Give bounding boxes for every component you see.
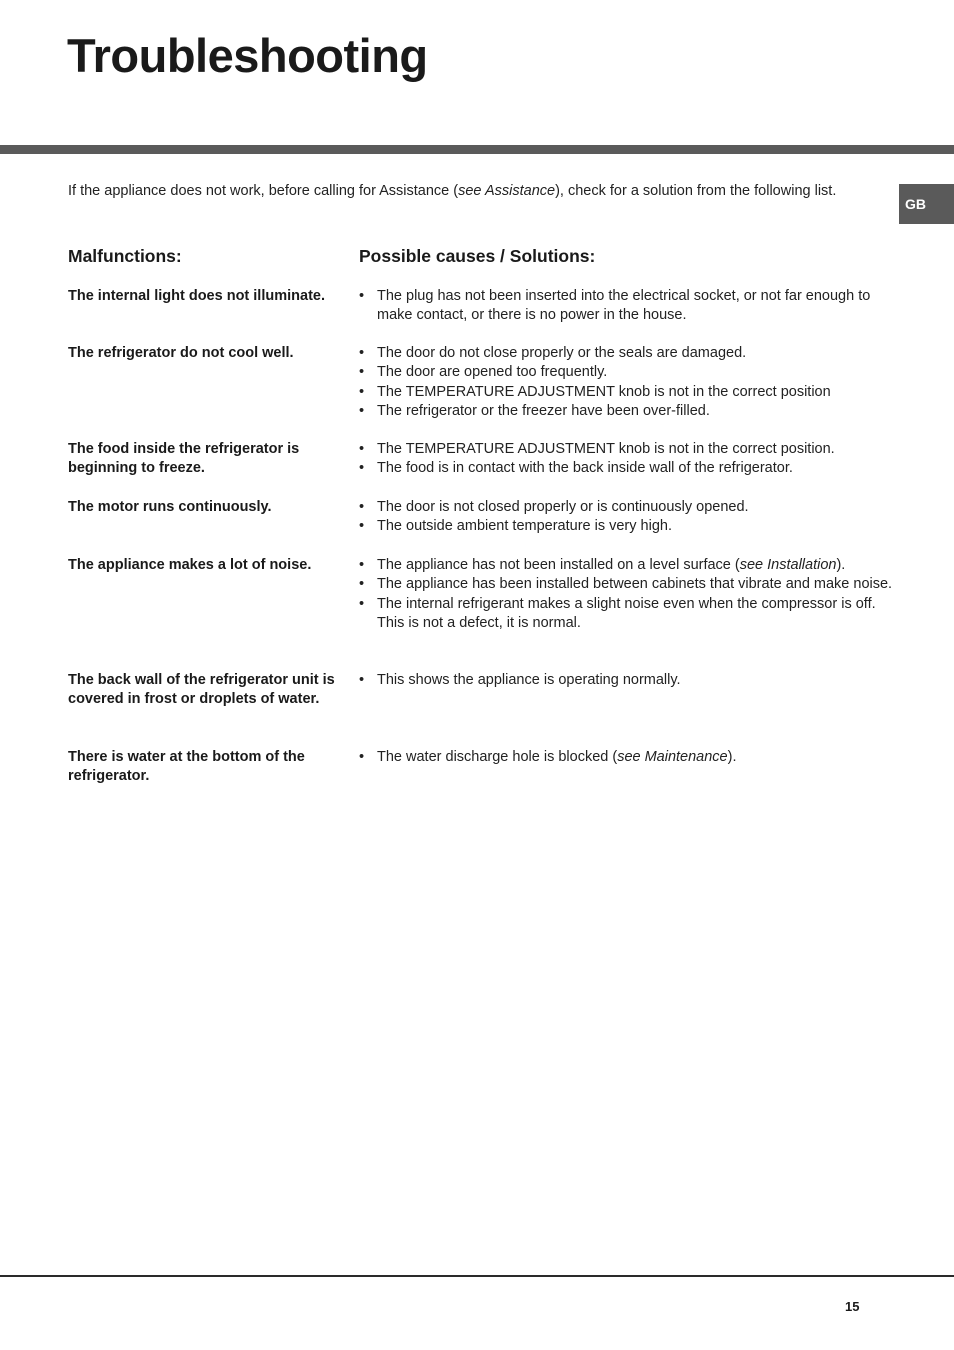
malfunction-label: The internal light does not illuminate. [68, 288, 325, 304]
causes-list [359, 344, 894, 421]
bullet-icon: • [359, 383, 365, 400]
cause-reference: see Maintenance [617, 749, 728, 765]
cause-item [359, 459, 894, 478]
cause-text: The refrigerator or the freezer have been over-filled. [377, 402, 710, 419]
cause-item [359, 440, 894, 459]
page-number: 15 [845, 1299, 860, 1314]
cause-text: The plug has not been inserted into the electrical socket, or not far enough to make contact, or there is no power in the house. [377, 288, 871, 324]
malfunction-label: The refrigerator do not cool well. [68, 345, 294, 361]
bullet-icon: • [359, 499, 365, 515]
cause-item [359, 595, 894, 634]
cause-text: The TEMPERATURE ADJUSTMENT knob is not in the correct position [377, 383, 831, 400]
cause-text-end: ). [727, 749, 737, 765]
cause-item [359, 363, 894, 382]
cause-text: The appliance has been installed between cabinets that vibrate and make noise. [377, 576, 893, 593]
causes-list [359, 748, 894, 767]
bullet-icon: • [359, 345, 365, 361]
language-tab: GB [899, 184, 954, 224]
bullet-icon: • [359, 749, 365, 765]
cause-item [359, 287, 894, 326]
causes-list [359, 671, 894, 690]
bullet-icon: • [359, 595, 365, 612]
footer-divider [0, 1275, 954, 1277]
malfunction-label: The back wall of the refrigerator unit is covered in frost or droplets of water. [68, 672, 335, 708]
malfunction-label: There is water at the bottom of the refrigerator. [68, 749, 305, 785]
cause-item [359, 402, 894, 421]
intro-reference: see Assistance [458, 183, 556, 199]
cause-item [359, 575, 894, 594]
bullet-icon: • [359, 576, 365, 593]
cause-text: The TEMPERATURE ADJUSTMENT knob is not in the correct position. [377, 441, 835, 457]
intro-text: If the appliance does not work, before calling for Assistance ( [68, 183, 459, 199]
bullet-icon: • [359, 518, 365, 535]
malfunctions-heading: Malfunctions: [68, 246, 182, 266]
bullet-icon: • [359, 288, 365, 304]
page-title: Troubleshooting [67, 29, 428, 82]
cause-text: The door do not close properly or the seals are damaged. [377, 345, 747, 361]
cause-text: This shows the appliance is operating normally. [377, 672, 681, 688]
causes-list [359, 287, 894, 326]
intro-text-end: ), check for a solution from the following list. [555, 183, 837, 199]
bullet-icon: • [359, 364, 365, 381]
cause-text: The water discharge hole is blocked ( [377, 749, 618, 765]
bullet-icon: • [359, 441, 365, 457]
cause-text: The appliance has not been installed on a level surface ( [377, 557, 740, 573]
causes-list [359, 440, 894, 479]
cause-text: The food is in contact with the back inside wall of the refrigerator. [377, 460, 793, 477]
bullet-icon: • [359, 557, 365, 573]
malfunction-label: The motor runs continuously. [68, 499, 272, 515]
cause-text-end: ). [836, 557, 846, 573]
cause-item [359, 517, 894, 536]
bullet-icon: • [359, 672, 365, 688]
cause-item [359, 671, 894, 690]
cause-item [359, 498, 894, 517]
causes-heading: Possible causes / Solutions: [359, 246, 596, 266]
cause-reference: see Installation [739, 557, 837, 573]
malfunction-label: The food inside the refrigerator is beginning to freeze. [68, 441, 300, 477]
cause-text: The internal refrigerant makes a slight noise even when the compressor is off. This is not a defect, it is normal. [377, 595, 876, 631]
causes-list [359, 556, 894, 633]
bullet-icon: • [359, 402, 365, 419]
malfunction-label: The appliance makes a lot of noise. [68, 557, 312, 573]
causes-list [359, 498, 894, 537]
cause-item [359, 556, 894, 575]
bullet-icon: • [359, 460, 365, 477]
cause-text: The door are opened too frequently. [377, 364, 608, 381]
cause-text: The outside ambient temperature is very high. [377, 518, 672, 535]
cause-text: The door is not closed properly or is continuously opened. [377, 499, 749, 515]
cause-item [359, 748, 894, 767]
intro-paragraph [68, 182, 888, 200]
header-divider [0, 145, 954, 154]
cause-item [359, 383, 894, 402]
cause-item [359, 344, 894, 363]
